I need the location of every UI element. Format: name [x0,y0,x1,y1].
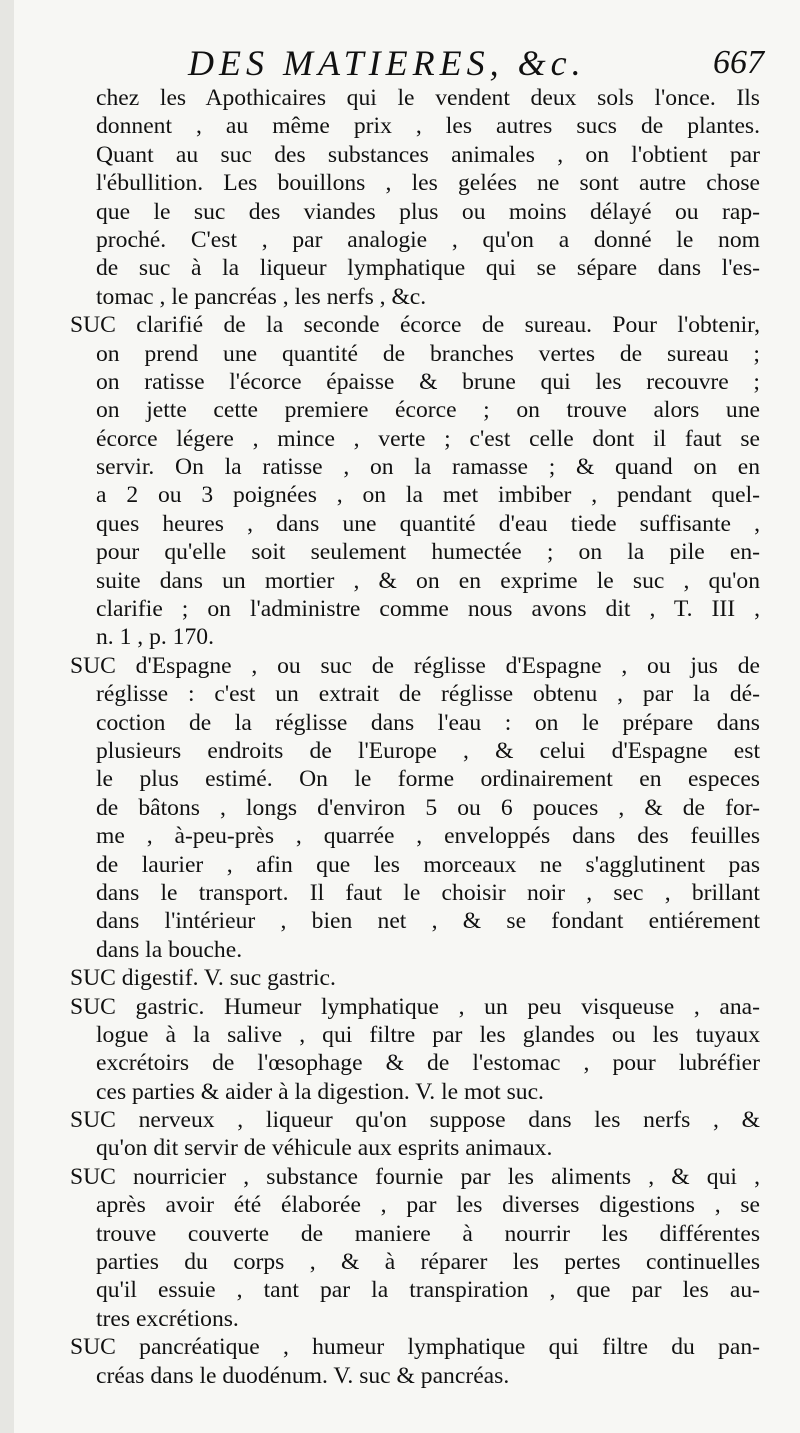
text-line: chez les Apothicaires qui le vendent deux sols l'once. Ils [96,85,760,111]
text-line: me , à-peu-près , quarrée , enveloppés dans des feuilles [96,823,760,850]
text-line: réglisse : c'est un extrait de réglisse obtenu , par la dé- [96,681,760,708]
text-line: dans la bouche. [96,936,243,963]
text-line: de laurier , afin que les morceaux ne s'agglutinent pas [96,851,760,878]
text-line: tres excrétions. [96,1305,239,1332]
index-entry-line: SUC clarifié de la seconde écorce de sureau. Pour l'obtenir, [70,312,760,339]
text-line: dans le transport. Il faut le choisir noir , sec , brillant [96,879,760,906]
text-line: Quant au suc des substances animales , on l'obtient par [96,141,760,168]
text-line: écorce légere , mince , verte ; c'est celle dont il faut se [96,425,760,452]
index-entry-line: SUC pancréatique , humeur lymphatique qui filtre du pan- [70,1334,760,1361]
running-head: DES MATIERES, &c. [188,43,586,83]
text-line: servir. On la ratisse , on la ramasse ; & quand on en [96,454,760,481]
text-line: ces parties & aider à la digestion. V. le mot suc. [96,1078,544,1105]
text-line: suite dans un mortier , & on en exprime le suc , qu'on [96,567,760,594]
text-line: parties du corps , & à réparer les pertes continuelles [96,1249,760,1276]
page-number: 667 [713,44,764,81]
index-entry-line: SUC gastric. Humeur lymphatique , un peu visqueuse , ana- [70,993,760,1020]
text-line: plusieurs endroits de l'Europe , & celui d'Espagne est [96,737,760,764]
index-entry-line: SUC d'Espagne , ou suc de réglisse d'Espagne , ou jus de [70,652,760,679]
text-line: logue à la salive , qui filtre par les glandes ou les tuyaux [96,1021,760,1048]
text-line: donnent , au même prix , les autres sucs de plantes. [96,113,760,140]
text-line: excrétoirs de l'œsophage & de l'estomac , pour lubréfier [96,1050,760,1077]
text-line: de bâtons , longs d'environ 5 ou 6 pouces , & de for- [96,794,760,821]
text-line: coction de la réglisse dans l'eau : on le prépare dans [96,709,760,736]
index-entry-line: SUC nourricier , substance fournie par les aliments , & qui , [70,1163,760,1190]
index-body-text [70,84,760,1390]
text-line: pour qu'elle soit seulement humectée ; on la pile en- [96,539,760,566]
text-line: n. 1 , p. 170. [96,624,214,651]
text-line: on prend une quantité de branches vertes de sureau ; [96,340,760,367]
text-line: ques heures , dans une quantité d'eau tiede suffisante , [96,510,760,537]
text-line: on ratisse l'écorce épaisse & brune qui les recouvre ; [96,368,760,395]
text-line: après avoir été élaborée , par les diverses digestions , se [96,1192,760,1219]
text-line: clarifie ; on l'administre comme nous avons dit , T. III , [96,596,760,623]
text-line: l'ébullition. Les bouillons , les gelées ne sont autre chose [96,170,760,197]
text-line: le plus estimé. On le forme ordinairement en especes [96,766,760,793]
text-line: créas dans le duodénum. V. suc & pancréas. [96,1362,510,1389]
index-entry-line: SUC digestif. V. suc gastric. [70,965,336,992]
index-entry-line: SUC nerveux , liqueur qu'on suppose dans les nerfs , & [70,1107,760,1134]
text-line: trouve couverte de maniere à nourrir les différentes [96,1220,760,1247]
text-line: proché. C'est , par analogie , qu'on a donné le nom [96,226,760,253]
text-line: tomac , le pancréas , les nerfs , &c. [96,283,427,310]
page-header [174,40,764,90]
text-line: que le suc des viandes plus ou moins délayé ou rap- [96,198,760,225]
text-line: qu'il essuie , tant par la transpiration , que par les au- [96,1277,760,1304]
text-line: dans l'intérieur , bien net , & se fondant entiérement [96,908,760,935]
text-line: a 2 ou 3 poignées , on la met imbiber , pendant quel- [96,482,760,509]
text-line: qu'on dit servir de véhicule aux esprits animaux. [96,1135,553,1162]
text-line: de suc à la liqueur lymphatique qui se sépare dans l'es- [96,255,760,282]
text-line: on jette cette premiere écorce ; on trouve alors une [96,397,760,424]
